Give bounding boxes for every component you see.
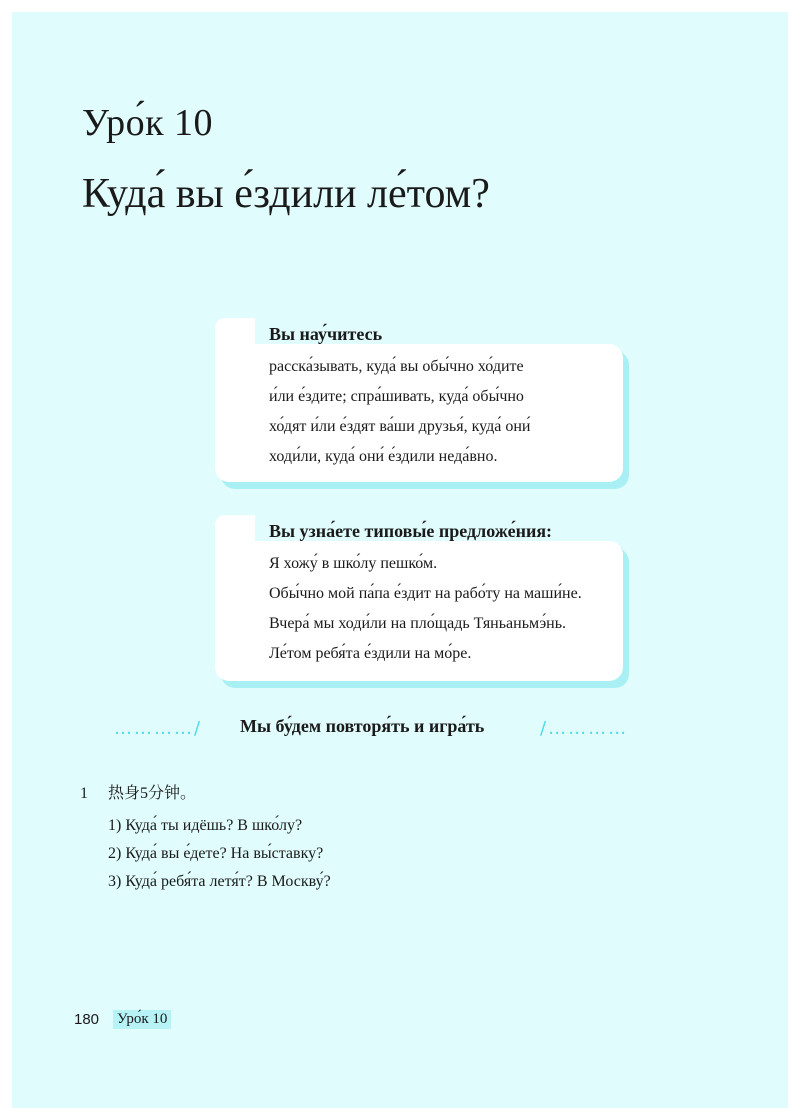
goals-line: расска́зывать, куда́ вы обы́чно хо́дите: [269, 358, 524, 375]
lesson-title: Куда́ вы е́здили ле́том?: [82, 171, 490, 217]
exercise-items: [108, 812, 331, 896]
sentence-line: Ле́том ребя́та е́здили на мо́ре.: [269, 645, 472, 662]
sentence-line: Вчера́ мы ходи́ли на пло́щадь Тяньаньмэ́нь.: [269, 615, 567, 632]
goals-box-title: Вы нау́читесь: [269, 324, 383, 344]
goals-line: хо́дят и́ли е́здят ва́ши друзья́, куда́ они́: [269, 418, 531, 435]
page: [12, 12, 788, 1108]
sentences-box-body: [215, 541, 623, 681]
goals-line: и́ли е́здите; спра́шивать, куда́ обы́чно: [269, 388, 524, 405]
sentence-line: Я хожу́ в шко́лу пешко́м.: [269, 555, 438, 572]
sentences-box-title: Вы узна́ете типовы́е предложе́ния:: [269, 521, 553, 541]
section-heading: [12, 712, 788, 742]
section-dots-right: /…………: [540, 718, 629, 739]
exercise-header: [80, 780, 331, 808]
page-number: 180: [74, 1011, 100, 1028]
page-footer: [74, 1010, 171, 1029]
exercise-item: 1) Куда́ ты идёшь? В шко́лу?: [108, 817, 303, 834]
section-dots-left: …………/: [114, 718, 203, 739]
exercise-1: [80, 780, 331, 896]
exercise-number: 1: [80, 785, 88, 802]
exercise-item: 2) Куда́ вы е́дете? На вы́ставку?: [108, 845, 324, 862]
exercise-instruction: 热身5分钟。: [108, 785, 197, 802]
sentences-box: [215, 515, 623, 691]
footer-lesson-label: Уро́к 10: [113, 1010, 171, 1029]
goals-box-body: [215, 344, 623, 482]
goals-line: ходи́ли, куда́ они́ е́здили неда́вно.: [269, 448, 498, 465]
section-label: Мы бу́дем повторя́ть и игра́ть: [240, 716, 485, 736]
sentence-line: Обы́чно мой па́па е́здит на рабо́ту на маши́не.: [269, 585, 582, 602]
exercise-item: 3) Куда́ ребя́та летя́т? В Москву́?: [108, 873, 331, 890]
goals-box: [215, 318, 623, 488]
lesson-number: Уро́к 10: [82, 102, 214, 144]
